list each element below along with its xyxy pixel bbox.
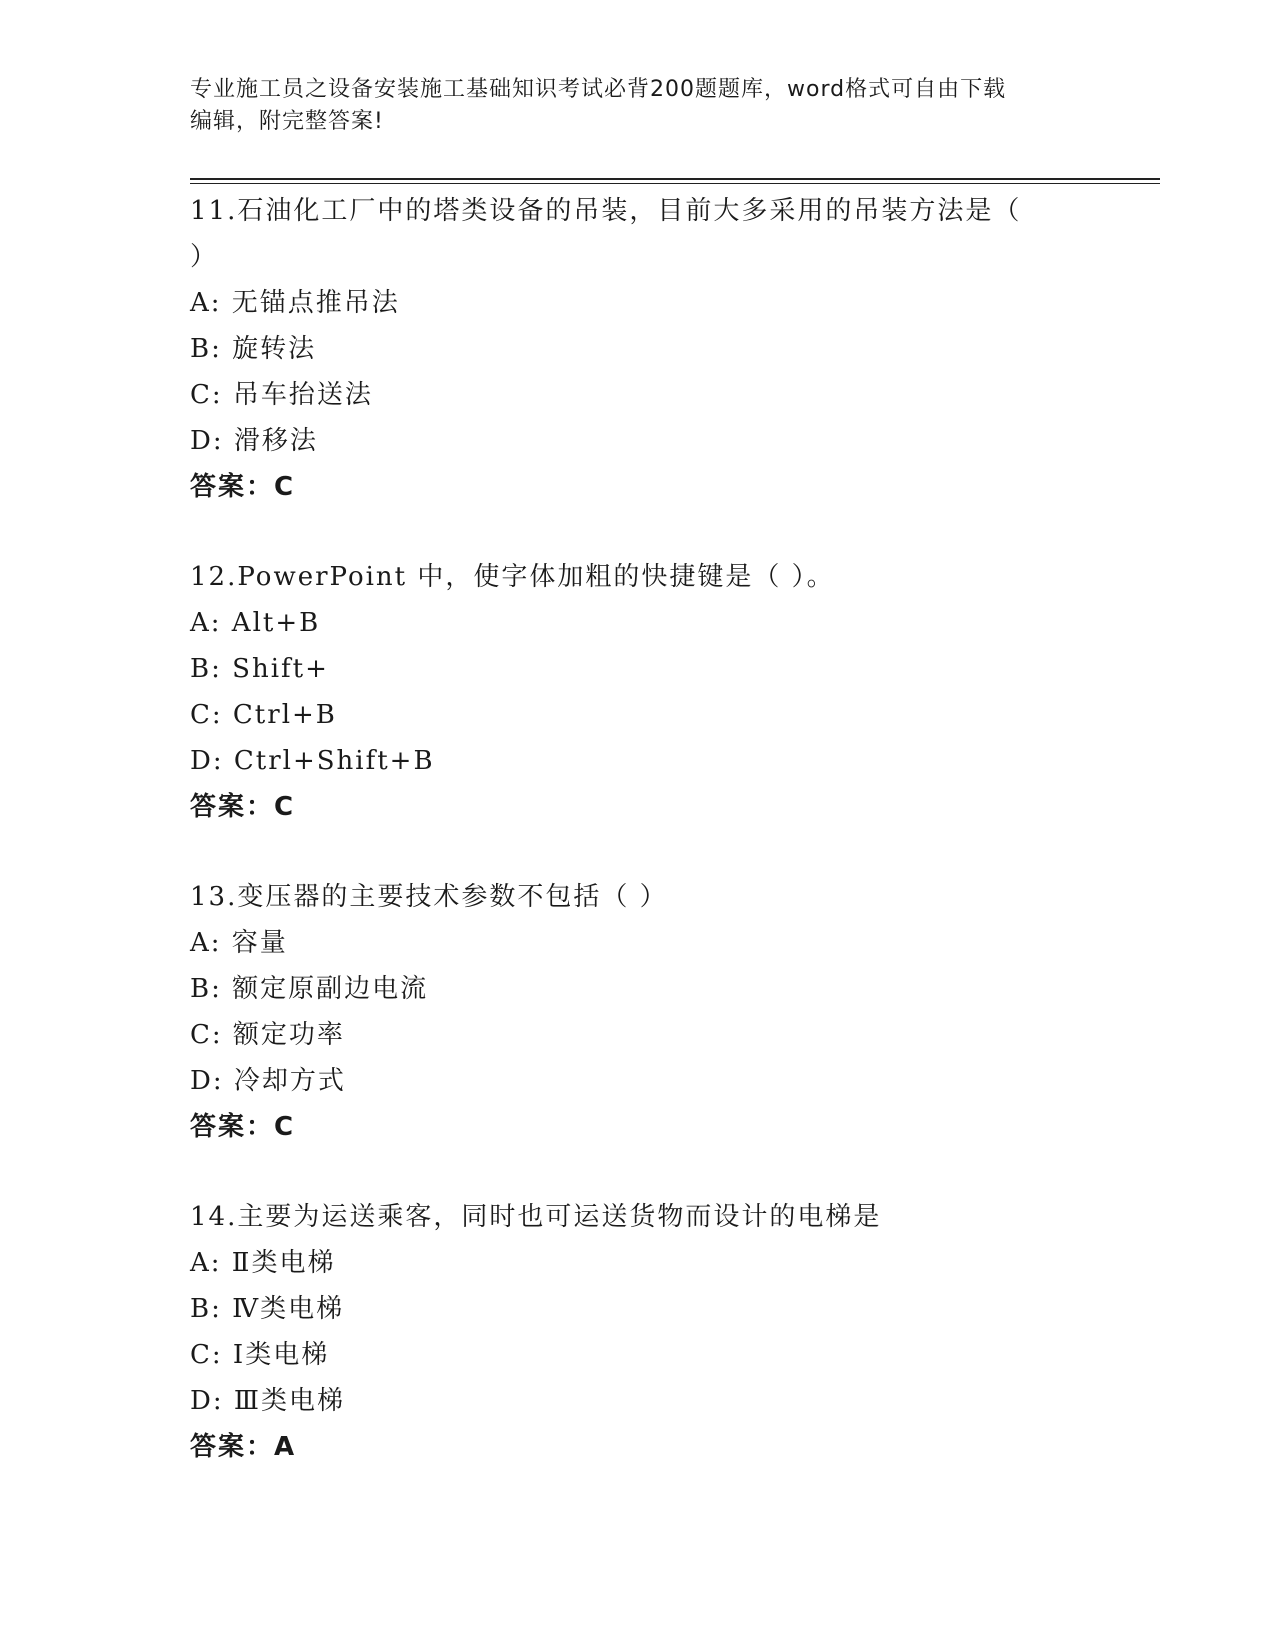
question-stem: 12.PowerPoint 中，使字体加粗的快捷键是（ ）。 xyxy=(190,562,835,592)
question-stem: 13.变压器的主要技术参数不包括（ ） xyxy=(190,882,668,912)
header-divider-thin xyxy=(190,183,1160,184)
question-11 xyxy=(190,188,1090,510)
document-header xyxy=(190,74,1070,138)
option-b: B: 额定原副边电流 xyxy=(190,974,429,1004)
header-divider-thick xyxy=(190,178,1160,180)
option-c: C: 吊车抬送法 xyxy=(190,380,373,410)
question-13 xyxy=(190,874,1090,1150)
question-stem: 14.主要为运送乘客，同时也可运送货物而设计的电梯是 xyxy=(190,1202,882,1232)
option-b: B: Shift+ xyxy=(190,654,329,684)
option-b: B: Ⅳ类电梯 xyxy=(190,1294,345,1324)
answer-line: 答案：C xyxy=(190,1112,296,1142)
answer-line: 答案：C xyxy=(190,792,296,822)
option-d: D: 滑移法 xyxy=(190,426,318,456)
option-a: A: 无锚点推吊法 xyxy=(190,288,400,318)
answer-line: 答案：A xyxy=(190,1432,297,1462)
question-12 xyxy=(190,554,1090,830)
option-c: C: Ctrl+B xyxy=(190,700,337,730)
header-title-line-2: 编辑，附完整答案! xyxy=(190,109,384,134)
answer-line: 答案：C xyxy=(190,472,296,502)
option-a: A: Alt+B xyxy=(190,608,321,638)
header-title-line-1: 专业施工员之设备安装施工基础知识考试必背200题题库，word格式可自由下载 xyxy=(190,77,1007,102)
option-b: B: 旋转法 xyxy=(190,334,317,364)
question-stem: 11.石油化工厂中的塔类设备的吊装，目前大多采用的吊装方法是（ xyxy=(190,196,1022,226)
question-stem-continued: ） xyxy=(190,242,219,272)
option-d: D: 冷却方式 xyxy=(190,1066,346,1096)
option-c: C: Ⅰ类电梯 xyxy=(190,1340,330,1370)
option-c: C: 额定功率 xyxy=(190,1020,345,1050)
option-d: D: Ⅲ类电梯 xyxy=(190,1386,345,1416)
option-a: A: Ⅱ类电梯 xyxy=(190,1248,336,1278)
option-d: D: Ctrl+Shift+B xyxy=(190,746,435,776)
question-14 xyxy=(190,1194,1090,1470)
option-a: A: 容量 xyxy=(190,928,288,958)
